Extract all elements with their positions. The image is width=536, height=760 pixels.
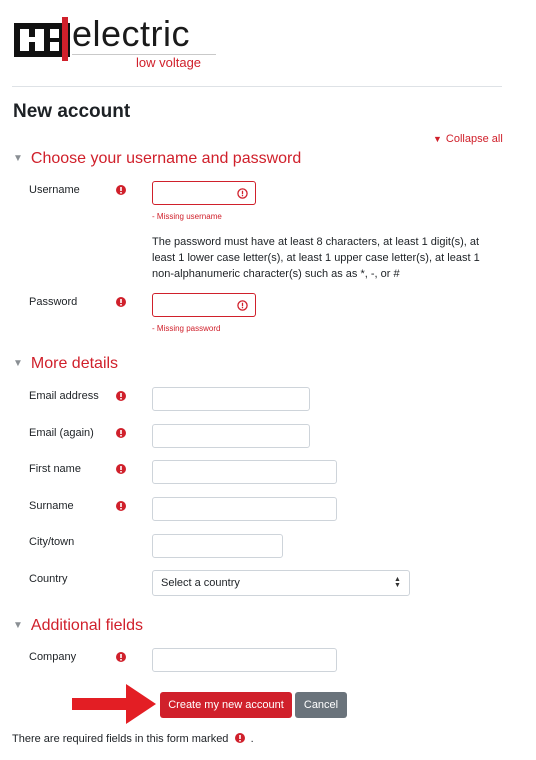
company-input[interactable] bbox=[152, 648, 337, 672]
section-toggle-details[interactable] bbox=[13, 355, 118, 373]
caret-down-icon: ▼ bbox=[13, 153, 23, 164]
username-error: - Missing username bbox=[152, 212, 222, 221]
country-select[interactable]: Select a country bbox=[152, 570, 410, 596]
city-label: City/town bbox=[29, 536, 75, 548]
email-input[interactable] bbox=[152, 387, 310, 411]
field-warning-icon bbox=[237, 188, 248, 199]
caret-down-icon: ▼ bbox=[433, 134, 442, 144]
field-warning-icon bbox=[237, 300, 248, 311]
select-arrows-icon: ▲ ▼ bbox=[394, 576, 401, 589]
required-icon bbox=[116, 652, 126, 662]
cancel-button[interactable]: Cancel bbox=[295, 692, 347, 718]
page-title: New account bbox=[13, 101, 131, 122]
required-icon bbox=[116, 428, 126, 438]
company-logo-mark bbox=[14, 17, 70, 61]
logo-wordmark: electric bbox=[72, 13, 191, 54]
surname-label: Surname bbox=[29, 500, 74, 512]
collapse-all-label: Collapse all bbox=[445, 133, 503, 145]
country-label: Country bbox=[29, 573, 68, 585]
email-again-input[interactable] bbox=[152, 424, 310, 448]
section-title-details: More details bbox=[30, 355, 119, 372]
required-icon bbox=[235, 733, 245, 743]
required-icon bbox=[116, 297, 126, 307]
required-icon bbox=[116, 464, 126, 474]
section-title-credentials: Choose your username and password bbox=[30, 150, 302, 167]
username-label: Username bbox=[29, 184, 80, 196]
company-label: Company bbox=[29, 651, 77, 663]
red-arrow-right-icon bbox=[72, 682, 158, 726]
first-name-input[interactable] bbox=[152, 460, 337, 484]
required-icon bbox=[116, 185, 126, 195]
first-name-label: First name bbox=[29, 463, 81, 475]
password-label: Password bbox=[29, 296, 78, 308]
email-label: Email address bbox=[29, 390, 99, 402]
section-title-additional: Additional fields bbox=[30, 617, 143, 634]
header-divider bbox=[12, 86, 502, 87]
logo-tagline: low voltage bbox=[136, 55, 202, 70]
required-note-text: There are required fields in this form marked bbox=[12, 733, 229, 745]
required-icon bbox=[116, 501, 126, 511]
caret-down-icon: ▼ bbox=[13, 358, 23, 369]
email-again-label: Email (again) bbox=[29, 427, 94, 439]
create-account-button[interactable]: Create my new account bbox=[160, 692, 292, 718]
collapse-all-link[interactable] bbox=[433, 133, 503, 145]
caret-down-icon: ▼ bbox=[13, 620, 23, 631]
password-error: - Missing password bbox=[152, 324, 221, 333]
password-policy-hint: The password must have at least 8 characters, at least 1 digit(s), at least 1 lower case letter(s), at least 1 upper case letter(s), at least 1 non-alphanumeric character(s) such as as *, -, or # bbox=[152, 236, 480, 280]
city-input[interactable] bbox=[152, 534, 283, 558]
section-toggle-credentials[interactable] bbox=[13, 150, 301, 168]
required-fields-note bbox=[12, 733, 254, 745]
required-icon bbox=[116, 391, 126, 401]
section-toggle-additional[interactable] bbox=[13, 617, 143, 635]
required-note-period: . bbox=[250, 733, 254, 745]
surname-input[interactable] bbox=[152, 497, 337, 521]
